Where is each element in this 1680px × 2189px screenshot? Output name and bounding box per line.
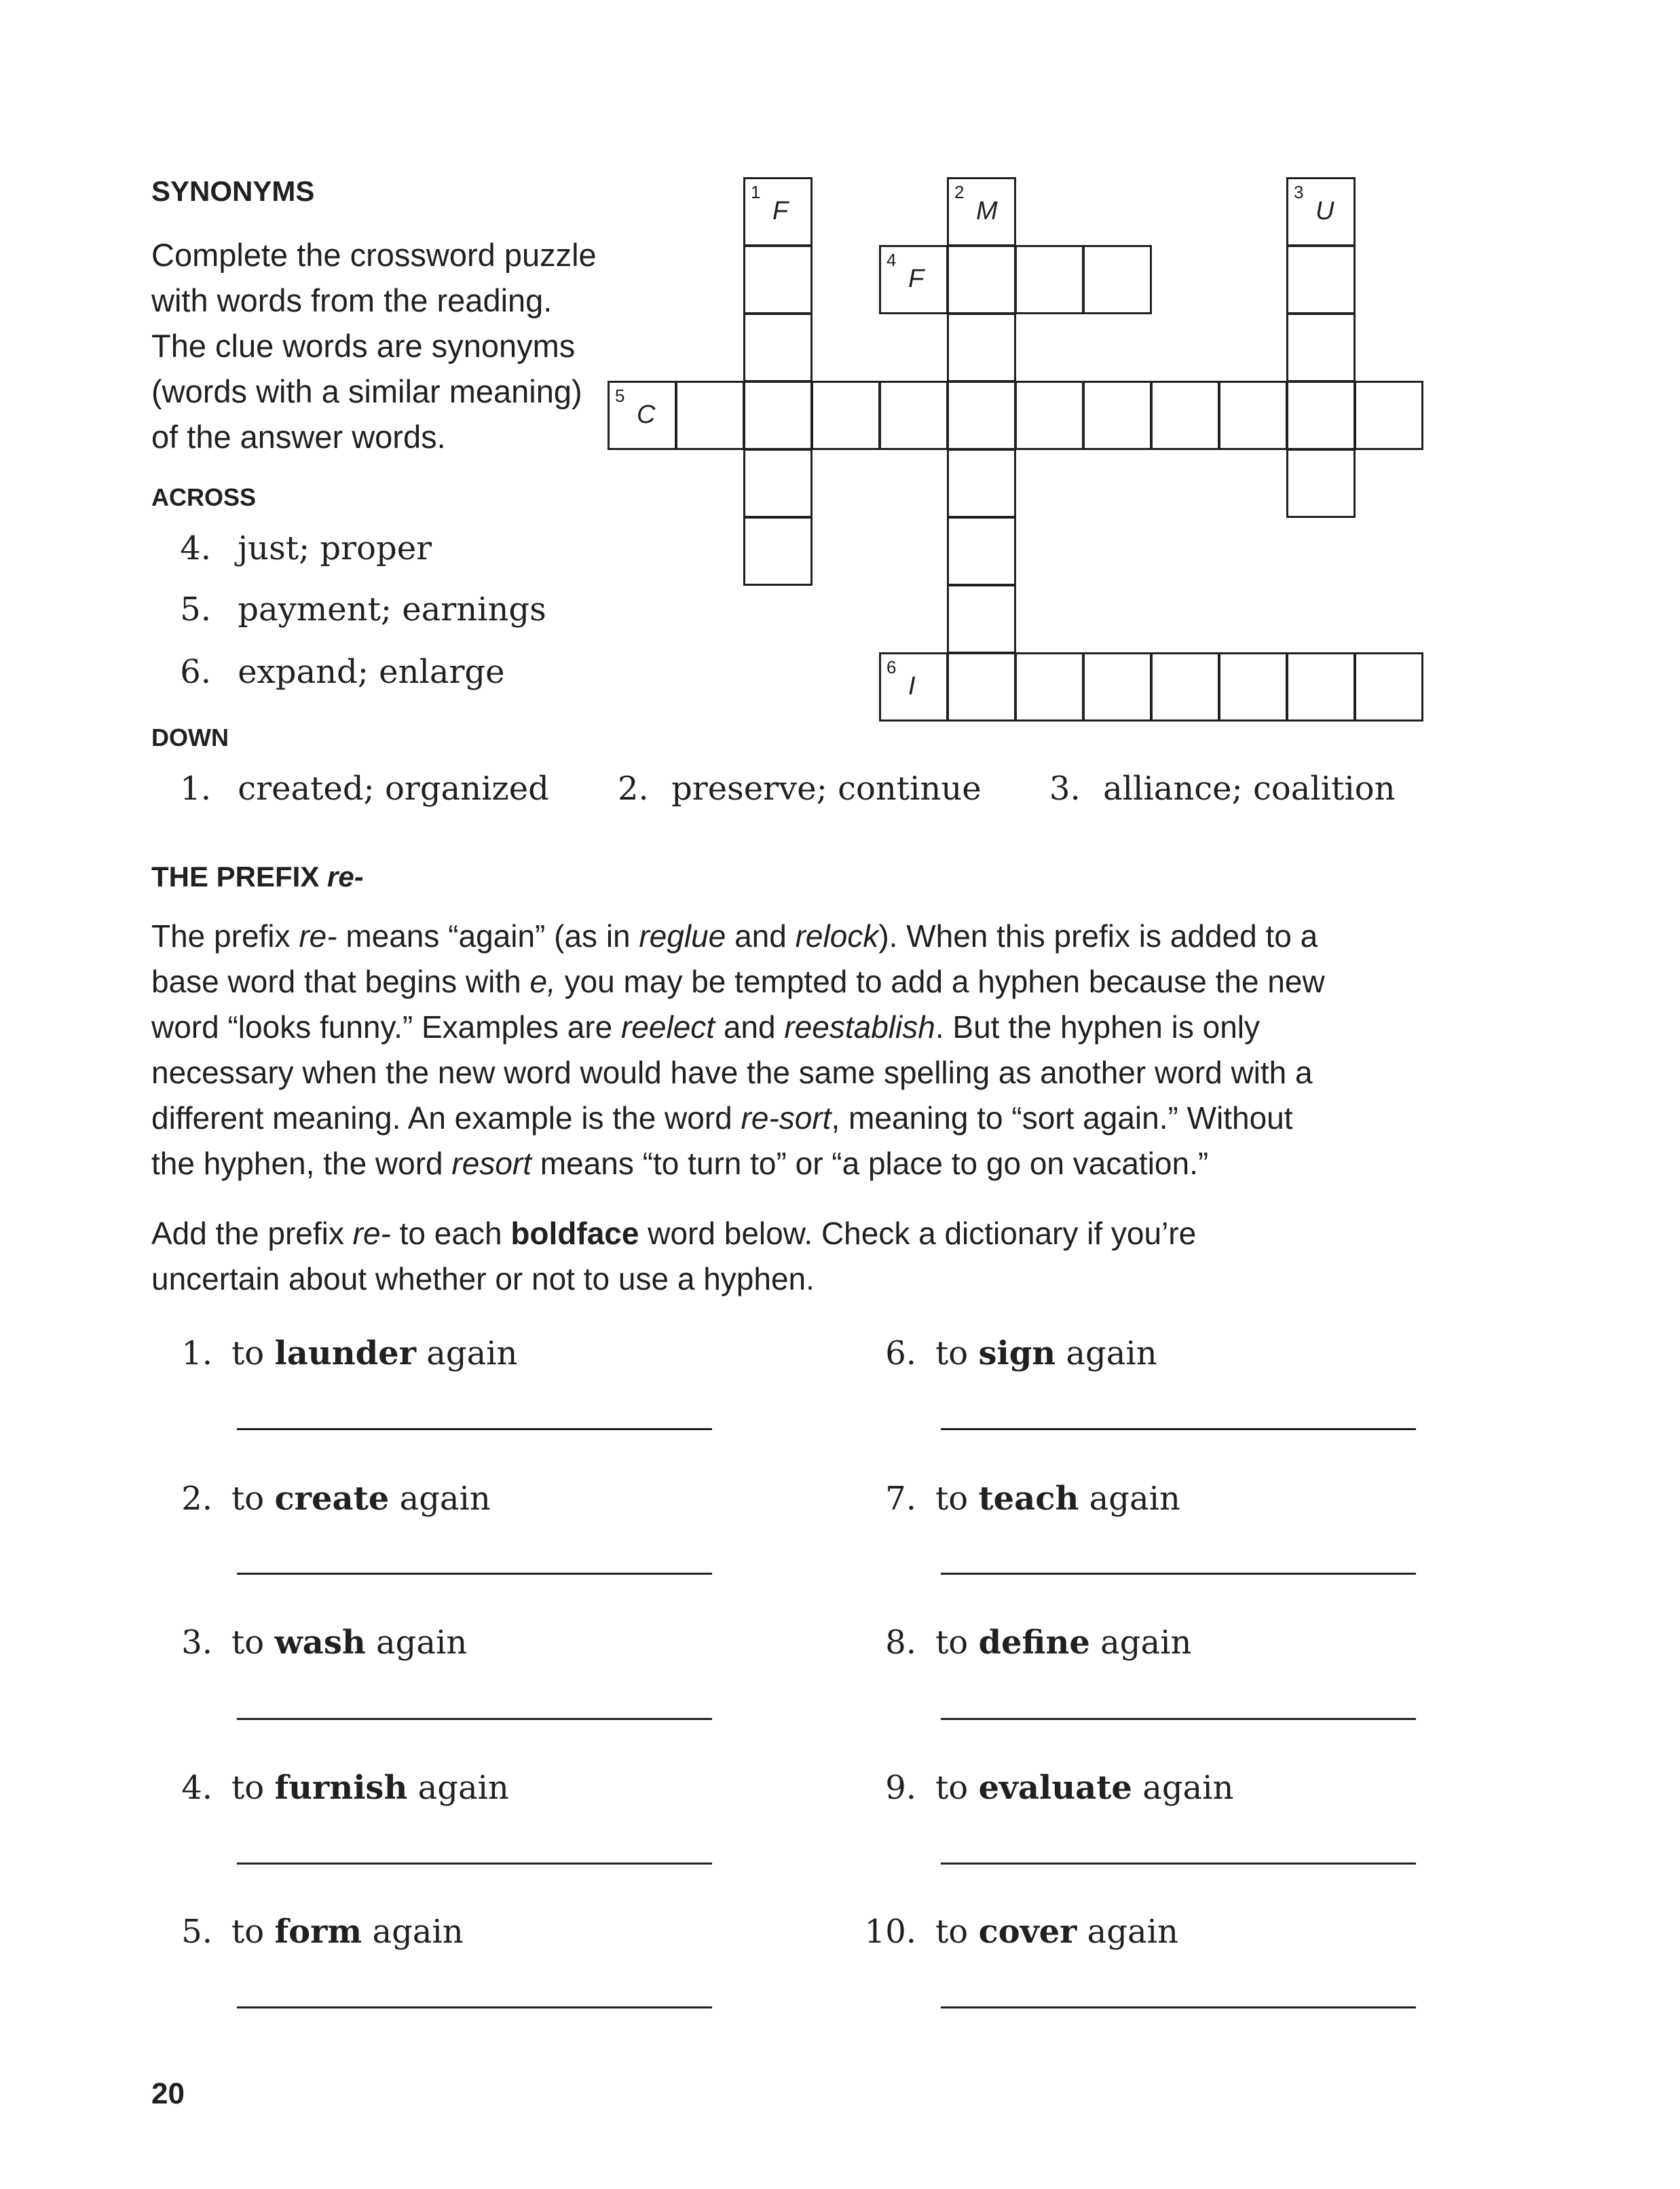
crossword-cell[interactable] (1286, 449, 1356, 518)
down-clue (1049, 770, 1396, 808)
boldface-word: define (978, 1624, 1090, 1662)
item-number: 10. (864, 1913, 916, 1951)
answer-line[interactable] (941, 1863, 1416, 1865)
crossword-cell[interactable] (1015, 381, 1084, 450)
clue-start-number: 6 (886, 657, 897, 677)
paragraph-line: base word that begins with e, you may be tempted to add a hyphen because the new (151, 964, 1325, 999)
crossword-cell[interactable] (947, 313, 1016, 382)
page-number: 20 (151, 2077, 185, 2110)
crossword-cell[interactable] (743, 449, 813, 518)
boldface-word: evaluate (978, 1769, 1132, 1807)
boldface-word: form (274, 1913, 362, 1951)
answer-line[interactable] (941, 1573, 1416, 1575)
clue-text: alliance; coalition (1103, 770, 1396, 808)
given-letter: F (908, 265, 925, 293)
prefix-paragraph (151, 914, 1325, 1186)
clue-number: 1. (180, 770, 211, 808)
crossword-cell[interactable] (1286, 177, 1356, 246)
exercise-item: 4. to furnish again (151, 1769, 509, 1807)
crossword-cell[interactable] (1286, 313, 1356, 382)
exercise-item: 3. to wash again (151, 1624, 467, 1662)
instruction-line: The clue words are synonyms (151, 328, 576, 364)
boldface-word: create (274, 1480, 390, 1518)
boldface-word: sign (978, 1334, 1056, 1372)
crossword-cell[interactable] (1286, 381, 1356, 450)
crossword-cell[interactable] (1083, 381, 1152, 450)
down-heading: DOWN (151, 724, 229, 751)
boldface-word: wash (274, 1624, 366, 1662)
clue-number: 3. (1049, 770, 1081, 808)
prefix-directions (151, 1211, 1196, 1302)
crossword-cell[interactable] (947, 584, 1016, 654)
crossword-cell[interactable] (1218, 652, 1288, 722)
crossword-cell[interactable] (947, 177, 1016, 246)
crossword-cell[interactable] (879, 381, 948, 450)
boldface-word: furnish (274, 1769, 408, 1807)
crossword-cell[interactable] (947, 517, 1016, 586)
clue-text: preserve; continue (671, 770, 982, 808)
crossword-cell[interactable] (879, 652, 948, 722)
paragraph-line: The prefix re- means “again” (as in reglue and relock). When this prefix is added to a (151, 918, 1318, 954)
crossword-cell[interactable] (811, 381, 880, 450)
boldface-word: teach (978, 1480, 1079, 1518)
clue-number: 5. (180, 591, 211, 629)
exercise-item: 2. to create again (151, 1480, 491, 1518)
given-letter: I (908, 672, 916, 700)
crossword-cell[interactable] (1218, 381, 1288, 450)
answer-line[interactable] (237, 1573, 712, 1575)
exercise-item: 9. to evaluate again (855, 1769, 1233, 1807)
crossword-cell[interactable] (743, 245, 813, 314)
item-number: 9. (885, 1769, 916, 1807)
clue-text: expand; enlarge (238, 653, 505, 691)
crossword-cell[interactable] (1015, 652, 1084, 722)
exercise-item: 7. to teach again (855, 1480, 1180, 1518)
given-letter: M (976, 197, 998, 225)
answer-line[interactable] (941, 1718, 1416, 1720)
answer-line[interactable] (237, 2006, 712, 2008)
answer-line[interactable] (237, 1428, 712, 1430)
answer-line[interactable] (941, 2006, 1416, 2008)
item-number: 1. (181, 1334, 212, 1372)
prefix-heading-italic: re- (327, 861, 364, 893)
clue-text: just; proper (238, 529, 432, 567)
crossword-cell[interactable] (1083, 245, 1152, 314)
answer-line[interactable] (941, 1428, 1416, 1430)
crossword-cell[interactable] (1083, 652, 1152, 722)
item-number: 6. (885, 1334, 916, 1372)
crossword-cell[interactable] (743, 177, 813, 246)
crossword-cell[interactable] (947, 245, 1016, 314)
prefix-heading (151, 861, 364, 893)
clue-start-number: 5 (615, 386, 625, 406)
clue-start-number: 3 (1294, 182, 1304, 202)
instruction-line: of the answer words. (151, 419, 446, 455)
crossword-cell[interactable] (1354, 381, 1423, 450)
item-number: 7. (885, 1480, 916, 1518)
item-number: 4. (181, 1769, 212, 1807)
paragraph-line: necessary when the new word would have the same spelling as another word with a (151, 1055, 1313, 1090)
exercise-item: 6. to sign again (855, 1334, 1157, 1372)
instruction-line: with words from the reading. (151, 282, 553, 318)
clue-number: 2. (618, 770, 649, 808)
item-number: 3. (181, 1624, 212, 1662)
paragraph-line: the hyphen, the word resort means “to turn to” or “a place to go on vacation.” (151, 1146, 1209, 1181)
crossword-cell[interactable] (1286, 652, 1356, 722)
exercise-item: 5. to form again (151, 1913, 464, 1951)
paragraph-line: uncertain about whether or not to use a hyphen. (151, 1261, 815, 1296)
exercise-item: 10. to cover again (855, 1913, 1178, 1951)
clue-start-number: 1 (751, 182, 761, 202)
clue-text: payment; earnings (238, 591, 546, 629)
boldface-word: launder (274, 1334, 416, 1372)
crossword-cell[interactable] (675, 381, 745, 450)
exercise-item: 8. to define again (855, 1624, 1191, 1662)
crossword-cell[interactable] (1354, 652, 1423, 722)
instruction-line: Complete the crossword puzzle (151, 237, 597, 273)
crossword-cell[interactable] (1286, 245, 1356, 314)
clue-start-number: 4 (886, 250, 897, 270)
synonyms-instructions (151, 232, 597, 460)
crossword-cell[interactable] (743, 517, 813, 586)
crossword-cell[interactable] (608, 381, 677, 450)
down-clue (618, 770, 982, 808)
paragraph-line: different meaning. An example is the word re-sort, meaning to “sort again.” Without (151, 1100, 1293, 1136)
prefix-heading-text: THE PREFIX (151, 861, 320, 893)
down-clue (151, 770, 549, 808)
instruction-line: (words with a similar meaning) (151, 373, 582, 409)
clue-start-number: 2 (954, 182, 965, 202)
crossword-cell[interactable] (743, 381, 813, 450)
crossword-cell[interactable] (1015, 245, 1084, 314)
answer-line[interactable] (237, 1718, 712, 1720)
answer-line[interactable] (237, 1863, 712, 1865)
clue-number: 6. (180, 653, 211, 691)
paragraph-line: word “looks funny.” Examples are reelect and reestablish. But the hyphen is only (151, 1009, 1261, 1045)
crossword-cell[interactable] (1151, 381, 1220, 450)
across-heading: ACROSS (151, 483, 257, 511)
synonyms-heading: SYNONYMS (151, 175, 315, 207)
clue-text: created; organized (238, 770, 549, 808)
across-clue (151, 529, 432, 567)
item-number: 5. (181, 1913, 212, 1951)
clue-number: 4. (180, 529, 211, 567)
crossword-cell[interactable] (947, 652, 1016, 722)
boldface-word: cover (978, 1913, 1077, 1951)
crossword-cell[interactable] (947, 449, 1016, 518)
given-letter: U (1315, 197, 1334, 225)
item-number: 2. (181, 1480, 212, 1518)
crossword-cell[interactable] (879, 245, 948, 314)
item-number: 8. (885, 1624, 916, 1662)
given-letter: F (772, 197, 789, 225)
paragraph-line: Add the prefix re- to each boldface word below. Check a dictionary if you’re (151, 1216, 1197, 1251)
crossword-cell[interactable] (1151, 652, 1220, 722)
given-letter: C (637, 400, 656, 429)
crossword-cell[interactable] (947, 381, 1016, 450)
across-clue (151, 591, 546, 629)
exercise-item: 1. to launder again (151, 1334, 517, 1372)
across-clue (151, 653, 505, 691)
crossword-cell[interactable] (743, 313, 813, 382)
